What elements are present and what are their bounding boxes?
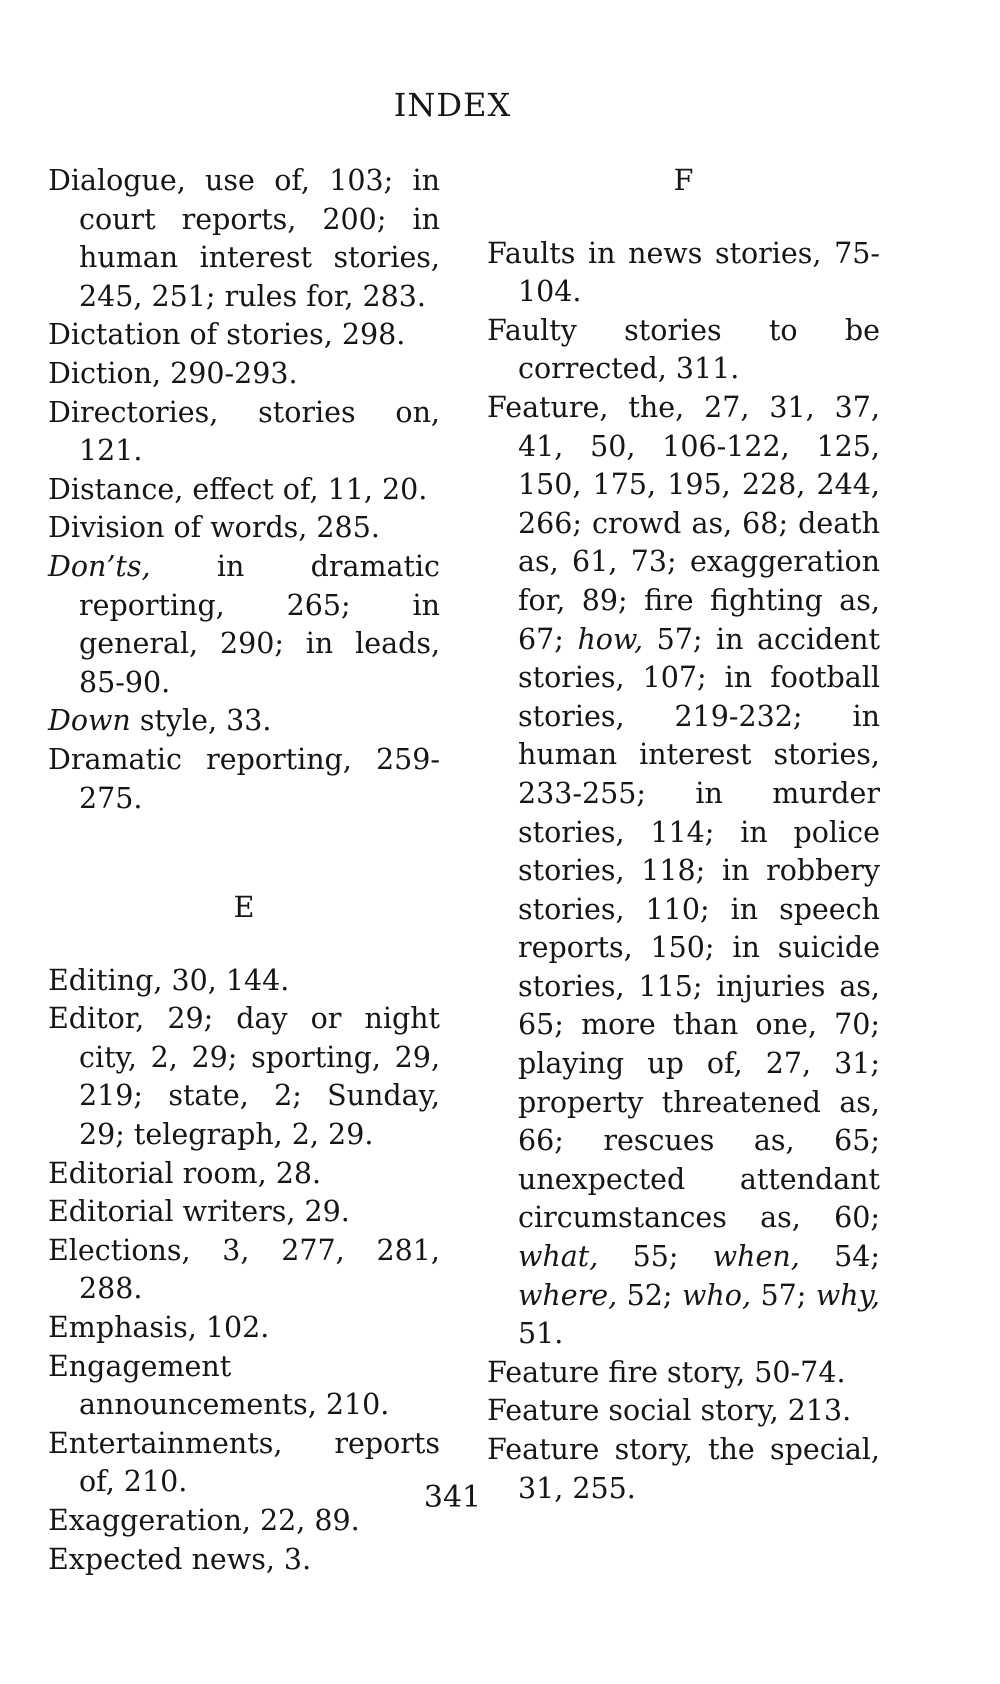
entry-text: Dictation of stories, 298. (48, 318, 406, 352)
entry-italic-text: what, (518, 1240, 599, 1274)
entry-text: Dialogue, use of, 103; in court reports, 200; in human interest stories, 245, 251; rules for, 283. (48, 164, 440, 313)
entry-text: Editorial writers, 29. (48, 1195, 350, 1229)
entry-text: 57; in accident stories, 107; in football stories, 219-232; in human interest stories, 233-255; in murder stories, 114; in police stories, 118; in robbery stories, 110; in speech reports, 150; in suicide stories, 115; injuries as, 65; more than one, 70; playing up of, 27, 31; property threatened as, 66; rescues as, 65; unexpected attendant circumstances as, 60; (518, 622, 880, 1235)
index-entry (48, 1309, 440, 1348)
section-heading-f: F (673, 164, 694, 197)
index-entry (48, 1000, 440, 1154)
entry-text: Exaggeration, 22, 89. (48, 1504, 360, 1537)
entry-text: Division of words, 285. (48, 511, 380, 545)
entry-text: Editor, 29; day or night city, 2, 29; sporting, 29, 219; state, 2; Sunday, 29; telegraph, 2, 29. (48, 1002, 440, 1152)
entry-text: Editing, 30, 144. (48, 963, 290, 997)
index-entry (48, 1155, 440, 1194)
section-heading-e: E (233, 891, 255, 925)
index-entry (48, 1232, 440, 1309)
entry-text: Elections, 3, 277, 281, 288. (48, 1233, 440, 1306)
index-entry (48, 316, 440, 355)
entry-italic-text: Don’ts, (48, 549, 151, 583)
index-entry (487, 235, 880, 312)
index-entry (487, 312, 880, 389)
index-entry (48, 394, 440, 471)
index-entry (48, 702, 440, 741)
f-entries (487, 235, 880, 1509)
entry-text: Dramatic reporting, 259-275. (48, 742, 440, 815)
index-column-right (487, 162, 880, 1508)
entry-text: 57; (751, 1278, 816, 1312)
entry-italic-text: where, (518, 1278, 618, 1312)
entry-text: 51. (518, 1317, 564, 1351)
entry-text: Feature fire story, 50-74. (487, 1355, 846, 1389)
d-entries (48, 162, 440, 818)
entry-text: Emphasis, 102. (48, 1311, 270, 1345)
entry-text: 52; (617, 1278, 683, 1312)
entry-text: style, 33. (130, 704, 272, 738)
entry-text: Feature, the, 27, 31, 37, 41, 50, 106-122, 125, 150, 175, 195, 228, 244, 266; crowd as, 68; death as, 61, 73; exaggeration for, 89; fire fighting as, 67; (487, 390, 880, 656)
page-title: INDEX (393, 86, 512, 124)
index-entry (48, 509, 440, 548)
entry-text: in dramatic reporting, 265; in general, 290; in leads, 85-90. (79, 549, 440, 699)
index-entry (48, 1348, 440, 1425)
entry-text: Feature social story, 213. (487, 1394, 852, 1428)
index-entry (48, 548, 440, 702)
entry-text: 55; (598, 1240, 713, 1274)
index-entry (48, 1193, 440, 1232)
index-entry (48, 355, 440, 394)
entry-italic-text: Down (48, 704, 131, 738)
entry-italic-text: when, (712, 1240, 800, 1274)
entry-text: Feature story, the special, 31, 255. (487, 1433, 880, 1505)
entry-text: Directories, stories on, 121. (48, 395, 440, 468)
entry-text: Engagement announcements, 210. (48, 1349, 390, 1422)
entry-text: 54; (799, 1240, 880, 1274)
page-number: 341 (423, 1480, 482, 1515)
entry-italic-text: how, (577, 622, 644, 656)
entry-text: Editorial room, 28. (48, 1156, 322, 1190)
entry-text: Distance, effect of, 11, 20. (48, 472, 428, 506)
entry-text: Faulty stories to be corrected, 311. (487, 313, 880, 386)
index-entry (48, 962, 440, 1001)
index-entry (48, 471, 440, 510)
entry-text: Entertainments, reports of, 210. (48, 1426, 440, 1499)
entry-italic-text: why, (815, 1278, 880, 1312)
index-column-left (48, 162, 440, 1579)
entry-text: Expected news, 3. (48, 1542, 312, 1576)
entry-italic-text: who, (682, 1278, 751, 1312)
index-entry (487, 1392, 880, 1431)
entry-text: Faults in news stories, 75-104. (487, 236, 880, 309)
index-entry (48, 1541, 440, 1580)
index-entry (48, 741, 440, 818)
entry-text: Diction, 290-293. (48, 356, 298, 390)
index-entry (487, 389, 880, 1354)
index-entry (487, 1354, 880, 1393)
index-entry (48, 162, 440, 316)
